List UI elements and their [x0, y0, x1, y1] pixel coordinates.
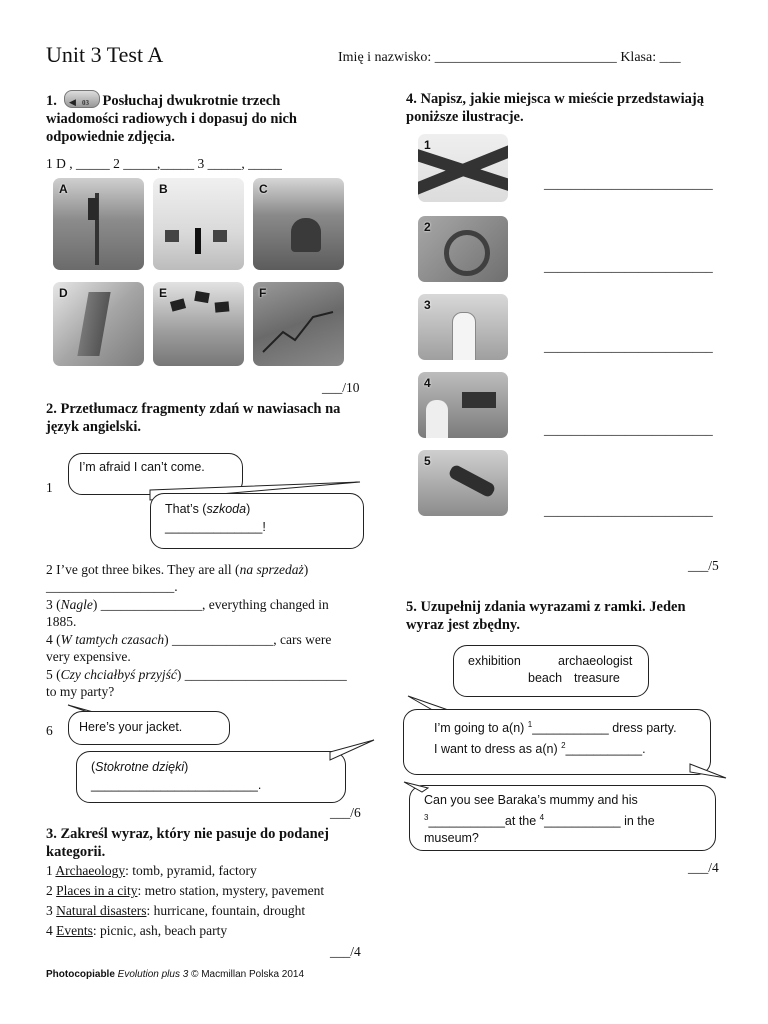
photo-b-gallery: B — [153, 178, 244, 270]
word-beach: beach — [528, 671, 563, 685]
footer: Photocopiable Evolution plus 3 © Macmillan Polska 2014 — [46, 969, 305, 980]
header-fields — [338, 50, 681, 66]
bubble2-answer-blank[interactable]: ______________! — [165, 520, 266, 534]
bubble3-text: Here’s your jacket. — [79, 720, 183, 734]
task2-item5: 5 (Czy chciałbyś przyjść) ________________________ to my party? — [46, 667, 347, 699]
bubble1-text: I’m afraid I can’t come. — [79, 460, 205, 474]
task5-score[interactable]: ___/4 — [688, 860, 719, 875]
task4-answer-5[interactable]: _________________________ — [544, 503, 713, 518]
task1-title: Posłuchaj dwukrotnie trzech wiadomości radiowych i dopasuj do nich odpowiednie zdjęcia. — [46, 93, 297, 145]
task3-item-3[interactable]: 3 Natural disasters: hurricane, fountain, drought — [46, 903, 306, 918]
task4-score[interactable]: ___/5 — [688, 558, 719, 573]
task2-item2: 2 I’ve got three bikes. They are all (na sprzedaż) ___________________. — [46, 562, 309, 594]
bubble4-answer-blank[interactable]: ________________________. — [91, 778, 262, 792]
audio-track-number: 03 — [82, 99, 89, 107]
photo-2-roundabout: 2 — [418, 216, 508, 282]
task2-item6-number: 6 — [46, 723, 53, 738]
task2-title: 2. Przetłumacz fragmenty zdań w nawiasach na język angielski. — [46, 401, 341, 435]
photo-3-pharmacy: 3 — [418, 294, 508, 360]
name-field[interactable]: Imię i nazwisko: __________________________ — [338, 50, 617, 65]
task5-blank-1[interactable]: ___________ dress party. — [532, 721, 677, 736]
photo-f-earthquake: F — [253, 282, 344, 366]
task1-answers[interactable]: 1 D , _____ 2 _____,_____ 3 _____, _____ — [46, 156, 282, 171]
speech-bubble-2: That’s (szkoda) ______________! — [150, 493, 364, 549]
task1-score[interactable]: ___/10 — [322, 380, 360, 395]
word-archaeologist: archaeologist — [558, 654, 633, 668]
task3-title: 3. Zakreśl wyraz, który nie pasuje do podanej kategorii. — [46, 826, 329, 860]
photo-d-tornado: D — [53, 282, 144, 366]
task3-score[interactable]: ___/4 — [330, 944, 361, 959]
photo-a-flood: A — [53, 178, 144, 270]
task1-number: 1. — [46, 93, 57, 109]
task4-title: 4. Napisz, jakie miejsca w mieście przedstawiają poniższe ilustracje. — [406, 91, 704, 125]
task3-item-4[interactable]: 4 Events: picnic, ash, beach party — [46, 923, 228, 938]
task2-item4: 4 (W tamtych czasach) _______________, cars were very expensive. — [46, 632, 332, 664]
bubble-tail-icon — [690, 760, 730, 782]
task5-bubble-1: I’m going to a(n) $^1$___________ dress party. I want to dress as a(n) $^2$___________. — [403, 709, 711, 775]
task5-blank-4[interactable]: ___________ in the — [544, 814, 655, 829]
class-field[interactable]: Klasa: ___ — [620, 50, 681, 65]
photo-1-crossroads: 1 — [418, 134, 508, 202]
task2-score[interactable]: ___/6 — [330, 805, 361, 820]
speech-bubble-3 — [68, 711, 230, 745]
task5-blank-3[interactable]: ___________at the — [428, 814, 540, 829]
task2-item1-number: 1 — [46, 480, 53, 495]
audio-track-icon[interactable]: ◀ 03 — [64, 90, 100, 108]
bubble-tail-icon — [330, 738, 380, 758]
task2-item3: 3 (Nagle) _______________, everything changed in 1885. — [46, 597, 329, 629]
task1-title-block — [46, 92, 346, 146]
task5-bubble-2: Can you see Baraka’s mummy and his $^3$___________at the $^4$___________ in the museum? — [409, 785, 716, 851]
photo-5-petrol-station: 5 — [418, 450, 508, 516]
bubble-tail-icon — [402, 780, 432, 800]
word-box — [453, 645, 649, 697]
word-treasure: treasure — [574, 671, 620, 685]
speech-bubble-4: (Stokrotne dzięki) ________________________. — [76, 751, 346, 803]
task4-answer-1[interactable]: _________________________ — [544, 176, 713, 191]
task3-item-1[interactable]: 1 Archaeology: tomb, pyramid, factory — [46, 863, 257, 878]
photo-4-optician: 4 — [418, 372, 508, 438]
task5-title: 5. Uzupełnij zdania wyrazami z ramki. Jeden wyraz jest zbędny. — [406, 599, 686, 633]
task4-answer-4[interactable]: _________________________ — [544, 422, 713, 437]
page-title: Unit 3 Test A — [46, 42, 164, 67]
task4-answer-2[interactable]: _________________________ — [544, 259, 713, 274]
photo-e-graduation: E — [153, 282, 244, 366]
task3-item-2[interactable]: 2 Places in a city: metro station, mystery, pavement — [46, 883, 325, 898]
task4-answer-3[interactable]: _________________________ — [544, 339, 713, 354]
task5-blank-2[interactable]: ___________. — [565, 742, 646, 757]
word-exhibition: exhibition — [468, 654, 521, 668]
photo-c-rescue: C — [253, 178, 344, 270]
